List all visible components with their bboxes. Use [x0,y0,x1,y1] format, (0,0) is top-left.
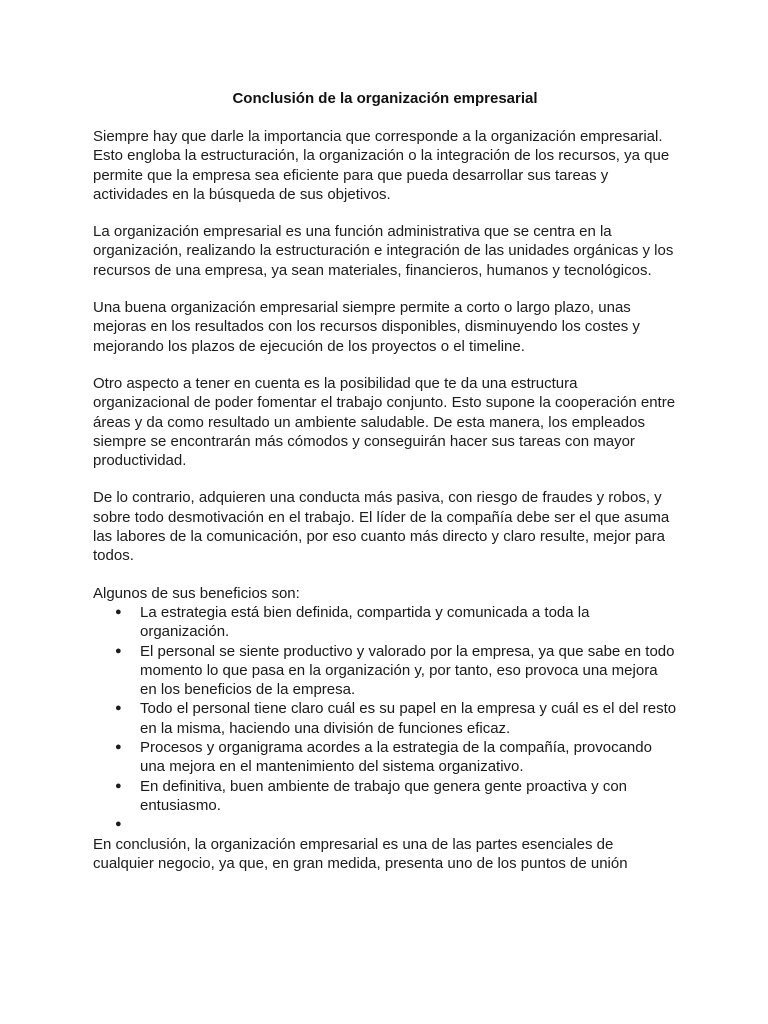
list-item [115,603,677,642]
bullet-icon: ● [115,779,122,792]
document-title: Conclusión de la organización empresarial [232,90,538,107]
bullet-icon: ● [115,741,122,754]
benefit-text: Todo el personal tiene claro cuál es su papel en la empresa y cuál es el del resto en la misma, haciendo una división de funciones eficaz. [140,700,677,737]
paragraph-importance: Siempre hay que darle la importancia que corresponde a la organización empresarial. Esto engloba la estructuración, la organización o la integración de los recursos, ya que permite que la empresa sea eficiente para que pueda desarrollar sus tareas y actividades en la búsqueda de sus objetivos. [93,128,670,203]
list-item [115,738,677,777]
list-item [115,815,677,834]
list-item [115,777,677,816]
paragraph-definition: La organización empresarial es una función administrativa que se centra en la organización, realizando la estructuración e integración de las unidades orgánicas y los recursos de una empresa, ya sean materiales, financieros, humanos y tecnológicos. [93,223,674,279]
paragraph-conclusion: En conclusión, la organización empresarial es una de las partes esenciales de cualquier negocio, ya que, en gran medida, presenta uno de los puntos de unión [93,835,628,872]
document-body [93,88,677,873]
benefits-list [93,603,677,835]
benefit-text: La estrategia está bien definida, compartida y comunicada a toda la organización. [140,603,590,641]
bullet-icon: ● [115,644,122,657]
list-item [115,642,677,700]
benefit-text: Procesos y organigrama acordes a la estrategia de la compañía, provocando una mejora en el mantenimiento del sistema organizativo. [140,739,652,776]
benefits-intro: Algunos de sus beneficios son: [93,584,300,602]
bullet-icon: ● [115,702,122,715]
paragraph-contrary: De lo contrario, adquieren una conducta más pasiva, con riesgo de fraudes y robos, y sobre todo desmotivación en el trabajo. El líder de la compañía debe ser el que asuma las labores de la comunicación, por eso cuanto más directo y claro resulte, mejor para todos. [93,489,670,565]
bullet-icon: ● [115,605,122,618]
list-item [115,699,677,738]
bullet-icon: ● [115,818,122,831]
benefit-text: En definitiva, buen ambiente de trabajo que genera gente proactiva y con entusiasmo. [140,777,628,814]
paragraph-improvements: Una buena organización empresarial siempre permite a corto o largo plazo, unas mejoras en los resultados con los recursos disponibles, disminuyendo los costes y mejorando los plazos de ejecución de los proyectos o el timeline. [93,299,640,355]
benefit-text: El personal se siente productivo y valorado por la empresa, ya que sabe en todo momento lo que pasa en la organización y, por tanto, eso provoca una mejora en los beneficios de la empresa. [140,642,675,699]
paragraph-teamwork: Otro aspecto a tener en cuenta es la posibilidad que te da una estructura organizacional de poder fomentar el trabajo conjunto. Esto supone la cooperación entre áreas y da como resultado un ambiente saludable. De esta manera, los empleados siempre se encontrarán más cómodos y conseguirán hacer sus tareas con mayor productividad. [93,374,676,470]
